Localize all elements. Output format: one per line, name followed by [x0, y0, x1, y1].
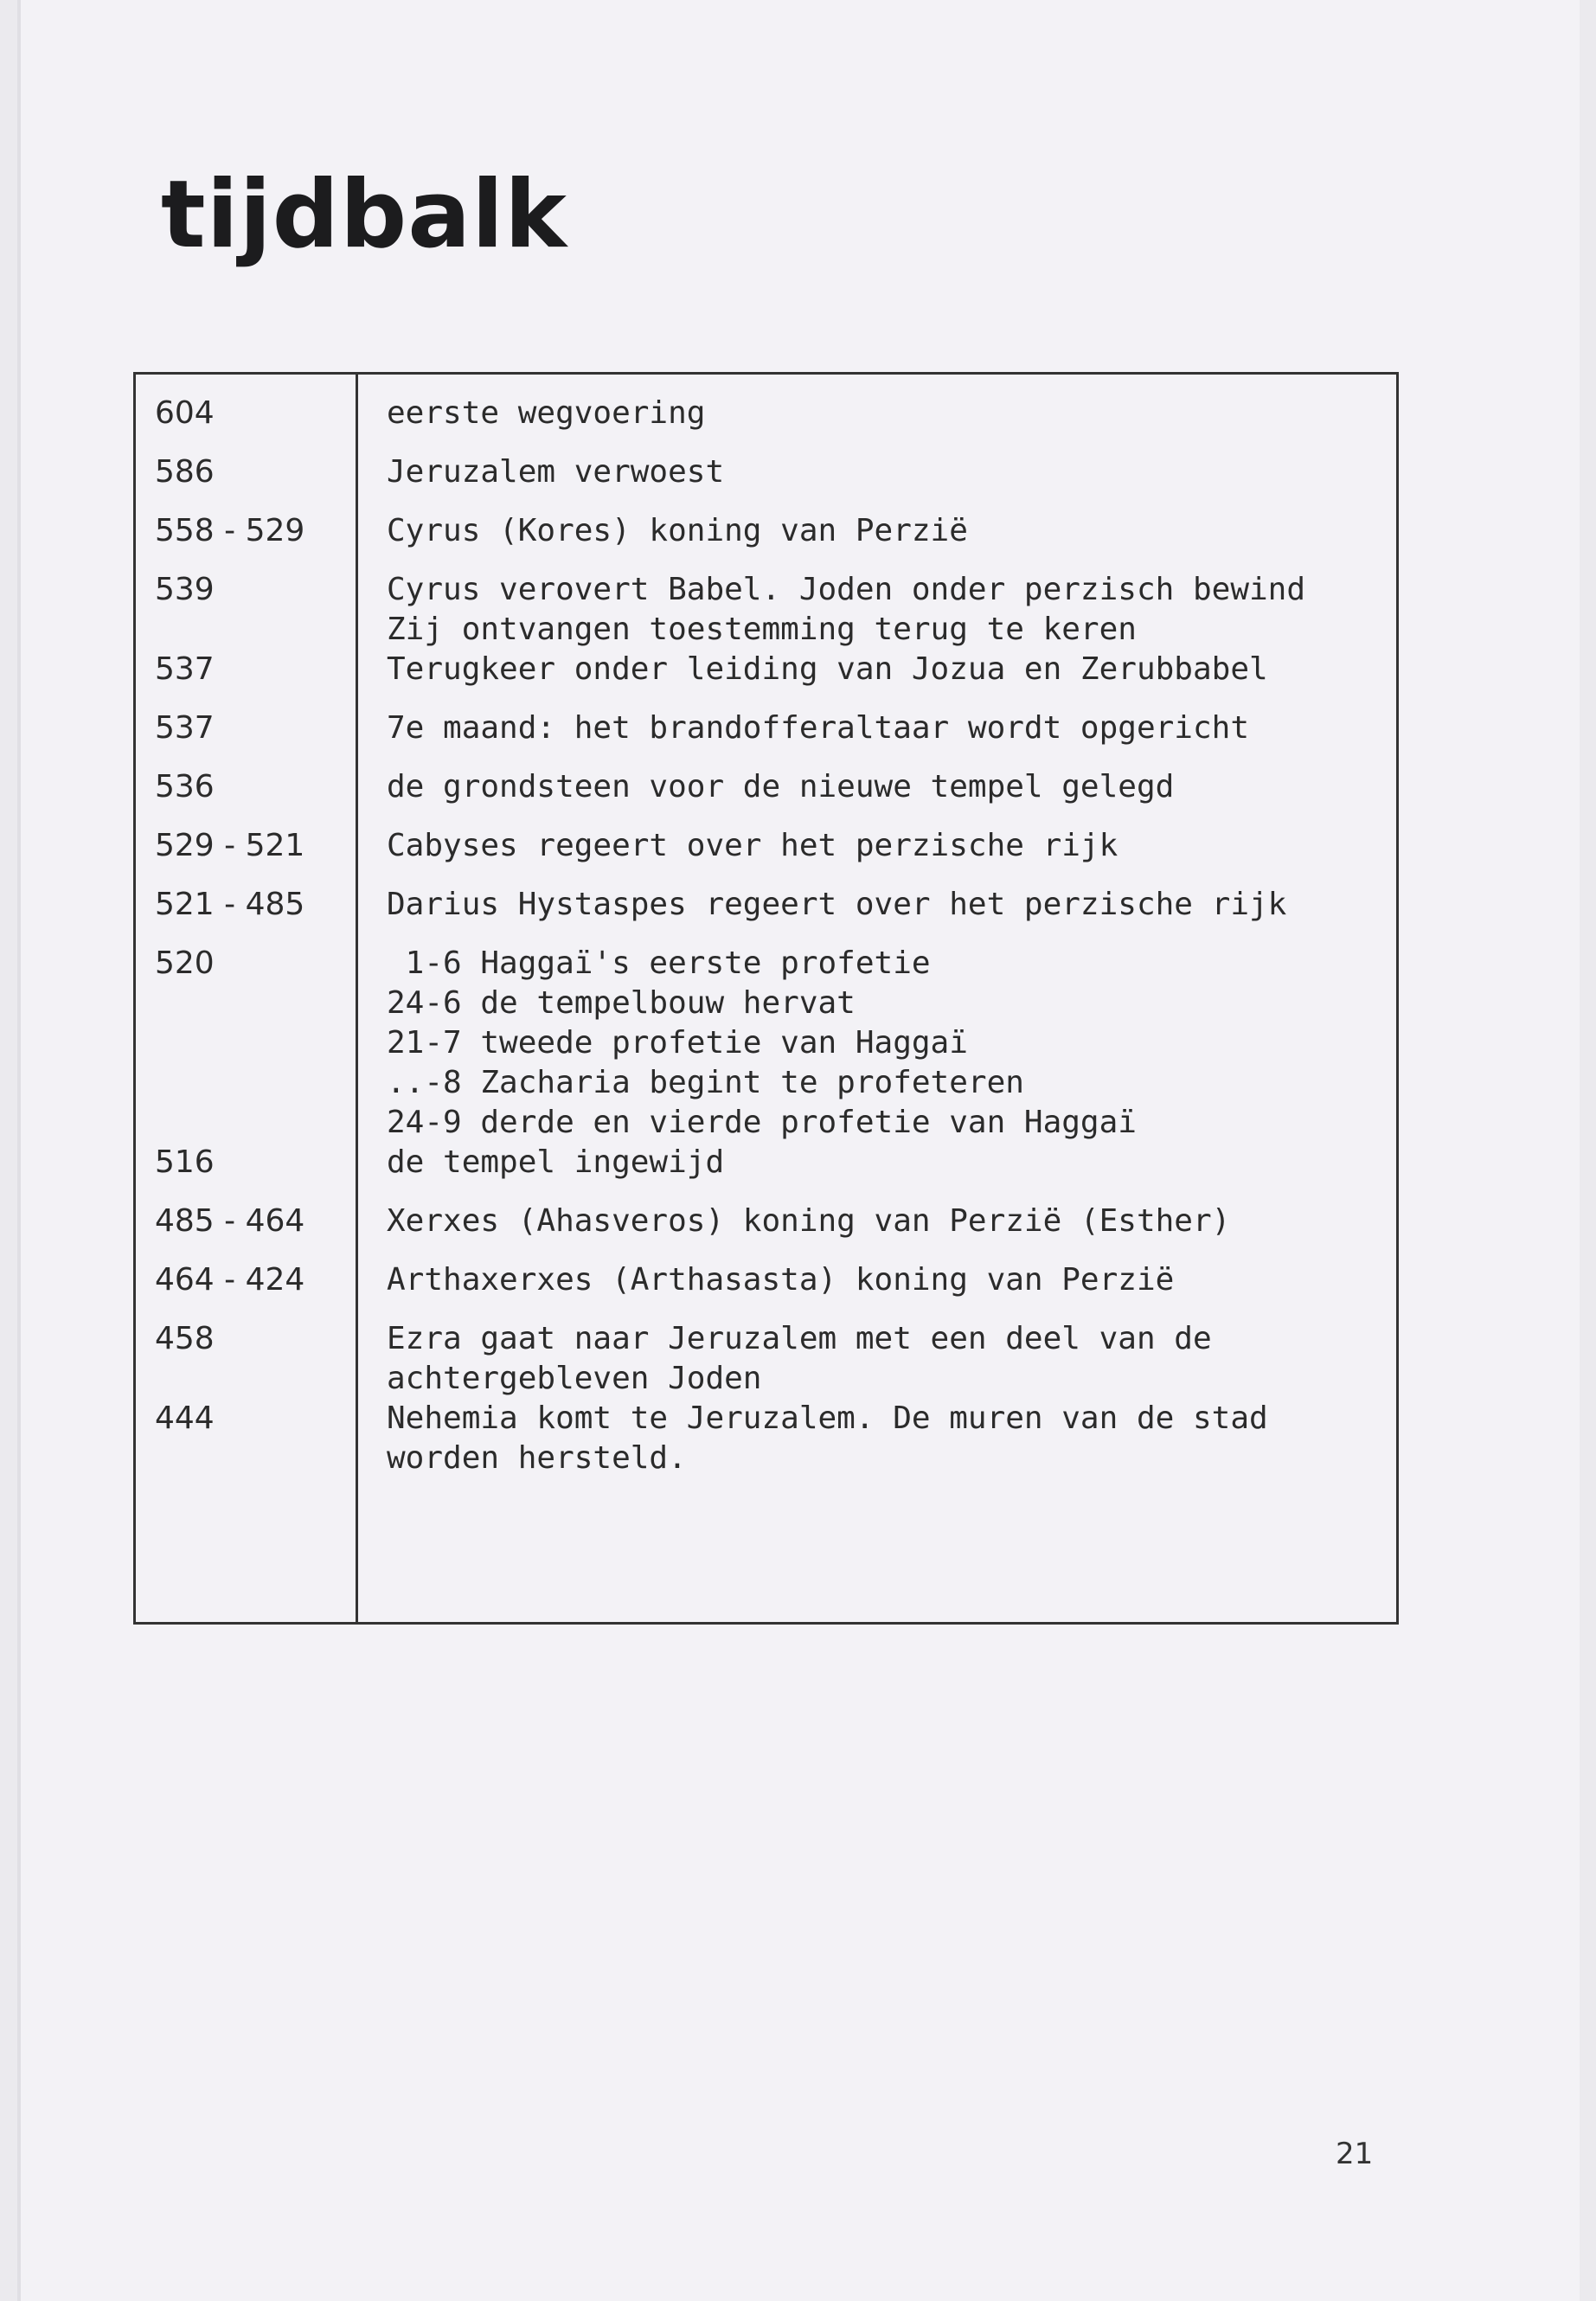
- timeline-event: [361, 1399, 1396, 1478]
- timeline-event-line: worden hersteld.: [387, 1440, 687, 1476]
- timeline-event-line: Zij ontvangen toestemming terug te keren: [387, 612, 1137, 647]
- page-number: 21: [1336, 2137, 1374, 2171]
- timeline-event: [361, 1143, 1396, 1183]
- timeline-event: [361, 570, 1396, 650]
- timeline-event-line: Cyrus verovert Babel. Joden onder perzisch bewind: [387, 572, 1306, 607]
- timeline-event: [361, 1319, 1396, 1399]
- timeline-year: 444: [155, 1400, 215, 1436]
- timeline-event-line: 7e maand: het brandofferaltaar wordt opgericht: [387, 710, 1249, 746]
- timeline-row: [136, 1143, 1396, 1202]
- timeline-year: 586: [155, 454, 215, 490]
- timeline-year: 520: [155, 945, 215, 981]
- timeline-event-line: Cyrus (Kores) koning van Perzië: [387, 513, 968, 548]
- timeline-event: [361, 511, 1396, 551]
- timeline-row: [136, 885, 1396, 944]
- timeline-event: [361, 394, 1396, 433]
- timeline-year: 604: [155, 395, 215, 431]
- page-title: tijdbalk: [161, 161, 568, 269]
- timeline-year: 516: [155, 1144, 215, 1180]
- timeline-year: 464 - 424: [155, 1262, 305, 1298]
- timeline-event: [361, 1260, 1396, 1300]
- timeline-event-line: 1-6 Haggaï's eerste profetie: [387, 945, 931, 981]
- timeline-row: [136, 1202, 1396, 1260]
- timeline-event-line: Ezra gaat naar Jeruzalem met een deel van de: [387, 1321, 1212, 1356]
- timeline-event-line: Jeruzalem verwoest: [387, 454, 725, 490]
- timeline-event-line: eerste wegvoering: [387, 395, 706, 431]
- timeline-year: 537: [155, 651, 215, 687]
- timeline-year: 529 - 521: [155, 828, 305, 863]
- timeline-year: 539: [155, 572, 215, 607]
- timeline-event-line: Arthaxerxes (Arthasasta) koning van Perzië: [387, 1262, 1175, 1298]
- timeline-year: 485 - 464: [155, 1203, 305, 1239]
- timeline-event: [361, 944, 1396, 1143]
- timeline-row: [136, 708, 1396, 767]
- timeline-row: [136, 394, 1396, 452]
- timeline-row: [136, 452, 1396, 511]
- timeline-year: 521 - 485: [155, 887, 305, 922]
- timeline-event: [361, 767, 1396, 807]
- page: [21, 0, 1580, 2301]
- timeline-event-line: Cabyses regeert over het perzische rijk: [387, 828, 1118, 863]
- timeline-table: [133, 372, 1399, 1625]
- timeline-year: 458: [155, 1321, 215, 1356]
- timeline-event-line: 24-9 derde en vierde profetie van Haggaï: [387, 1105, 1137, 1140]
- timeline-row: [136, 826, 1396, 885]
- timeline-event: [361, 452, 1396, 492]
- timeline-row: [136, 767, 1396, 826]
- timeline-event: [361, 708, 1396, 748]
- timeline-event-line: achtergebleven Joden: [387, 1361, 762, 1396]
- timeline-event: [361, 826, 1396, 866]
- timeline-year: 558 - 529: [155, 513, 305, 548]
- timeline-rows: [136, 394, 1396, 1478]
- timeline-row: [136, 1399, 1396, 1478]
- timeline-row: [136, 1260, 1396, 1319]
- timeline-row: [136, 1319, 1396, 1399]
- timeline-event-line: Nehemia komt te Jeruzalem. De muren van de stad: [387, 1400, 1268, 1436]
- timeline-year: 537: [155, 710, 215, 746]
- timeline-row: [136, 511, 1396, 570]
- timeline-event-line: Darius Hystaspes regeert over het perzische rijk: [387, 887, 1287, 922]
- timeline-event: [361, 1202, 1396, 1241]
- timeline-event-line: de tempel ingewijd: [387, 1144, 725, 1180]
- timeline-event-line: Terugkeer onder leiding van Jozua en Zerubbabel: [387, 651, 1268, 687]
- timeline-row: [136, 650, 1396, 708]
- timeline-event-line: ..-8 Zacharia begint te profeteren: [387, 1065, 1024, 1100]
- timeline-event: [361, 885, 1396, 925]
- timeline-event-line: de grondsteen voor de nieuwe tempel gelegd: [387, 769, 1175, 804]
- timeline-year: 536: [155, 769, 215, 804]
- timeline-row: [136, 570, 1396, 650]
- timeline-event-line: Xerxes (Ahasveros) koning van Perzië (Esther): [387, 1203, 1231, 1239]
- timeline-row: [136, 944, 1396, 1143]
- timeline-event-line: 24-6 de tempelbouw hervat: [387, 985, 856, 1021]
- timeline-event-line: 21-7 tweede profetie van Haggaï: [387, 1025, 968, 1061]
- timeline-event: [361, 650, 1396, 689]
